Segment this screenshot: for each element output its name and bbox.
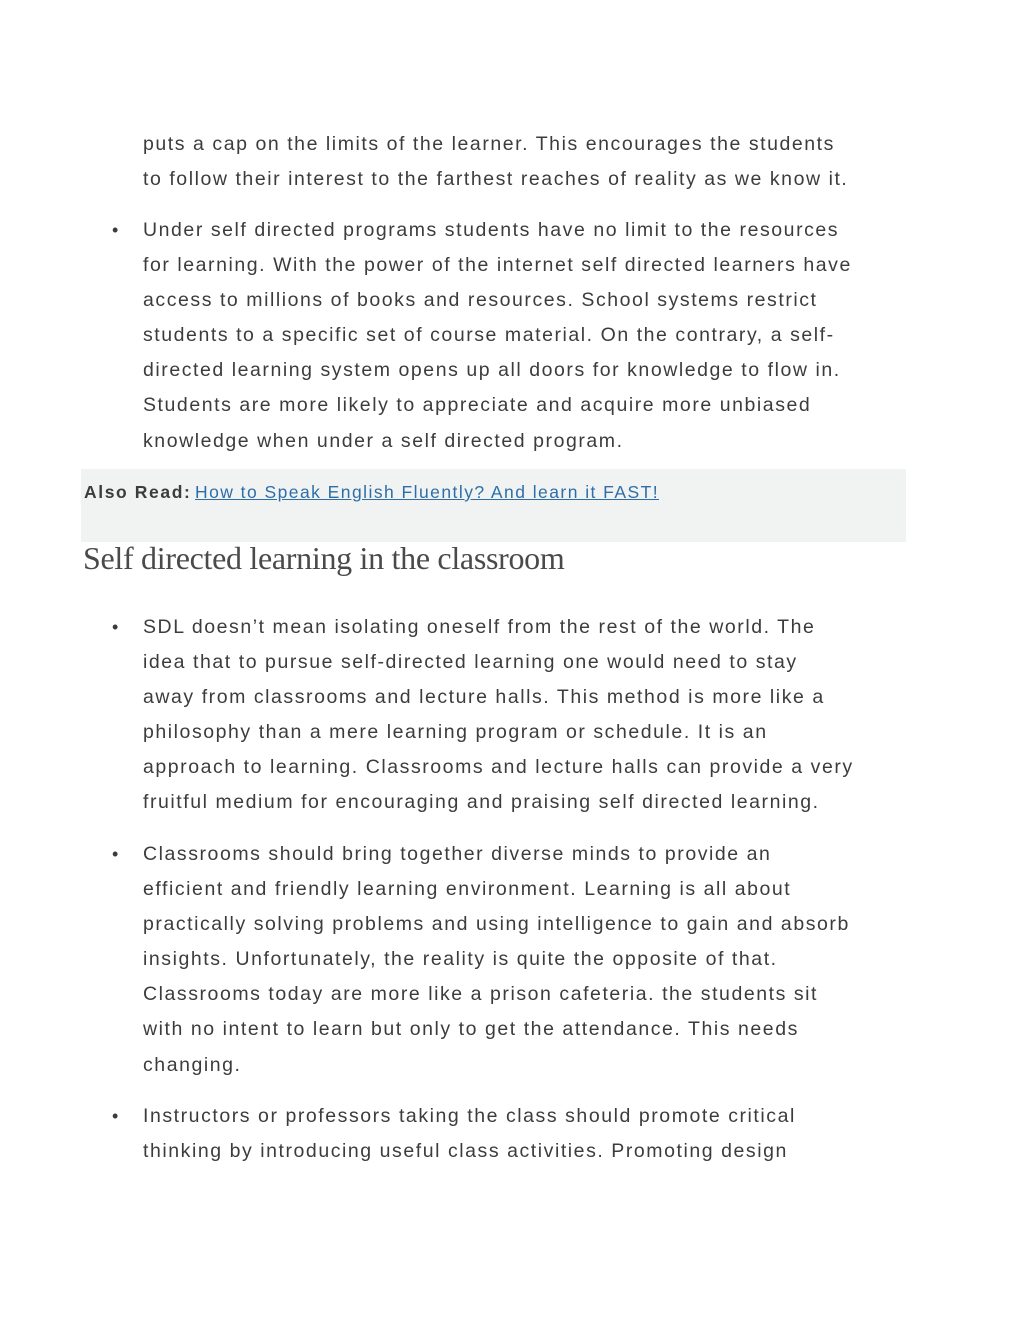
bullet-marker: • xyxy=(112,844,119,864)
bullet-line: for learning. With the power of the internet self directed learners have xyxy=(143,254,852,277)
bullet-marker: • xyxy=(112,617,119,637)
bullet-line: insights. Unfortunately, the reality is quite the opposite of that. xyxy=(143,948,778,971)
section-heading: Self directed learning in the classroom xyxy=(83,540,565,576)
bullet-marker: • xyxy=(112,1106,119,1126)
bullet-line: changing. xyxy=(143,1053,242,1076)
bullet-item-sdl xyxy=(143,610,923,821)
bullet-line: thinking by introducing useful class activities. Promoting design xyxy=(143,1140,788,1163)
bullet-line: SDL doesn’t mean isolating oneself from the rest of the world. The xyxy=(143,616,816,638)
bullet-marker: • xyxy=(112,220,119,240)
bullet-line: idea that to pursue self-directed learning one would need to stay xyxy=(143,651,798,674)
bullet-line: philosophy than a mere learning program or schedule. It is an xyxy=(143,721,768,744)
bullet-item-resources xyxy=(143,213,923,459)
intro-paragraph xyxy=(143,127,923,197)
also-read-box xyxy=(81,469,906,542)
intro-line: puts a cap on the limits of the learner. This encourages the students xyxy=(143,133,835,155)
bullet-line: access to millions of books and resources. School systems restrict xyxy=(143,289,818,312)
bullet-line: Instructors or professors taking the class should promote critical xyxy=(143,1105,796,1127)
bullet-line: practically solving problems and using intelligence to gain and absorb xyxy=(143,913,850,936)
bullet-line: away from classrooms and lecture halls. This method is more like a xyxy=(143,686,825,709)
bullet-line: Classrooms today are more like a prison cafeteria. the students sit xyxy=(143,983,819,1006)
bullet-line: knowledge when under a self directed program. xyxy=(143,429,624,452)
bullet-line: Students are more likely to appreciate and acquire more unbiased xyxy=(143,394,812,417)
also-read-label: Also Read: xyxy=(84,482,192,502)
bullet-line: efficient and friendly learning environment. Learning is all about xyxy=(143,878,792,901)
bullet-line: with no intent to learn but only to get the attendance. This needs xyxy=(143,1018,799,1041)
bullet-line: Classrooms should bring together diverse minds to provide an xyxy=(143,843,772,865)
bullet-line: Under self directed programs students have no limit to the resources xyxy=(143,219,840,241)
bullet-line: directed learning system opens up all doors for knowledge to flow in. xyxy=(143,359,841,382)
also-read-link[interactable]: How to Speak English Fluently? And learn it FAST! xyxy=(195,482,660,502)
bullet-item-classrooms xyxy=(143,837,923,1083)
bullet-line: fruitful medium for encouraging and praising self directed learning. xyxy=(143,791,820,814)
bullet-item-instructors xyxy=(143,1099,923,1169)
bullet-line: approach to learning. Classrooms and lecture halls can provide a very xyxy=(143,756,854,779)
intro-line: to follow their interest to the farthest reaches of reality as we know it. xyxy=(143,168,849,191)
bullet-line: students to a specific set of course material. On the contrary, a self- xyxy=(143,324,835,347)
